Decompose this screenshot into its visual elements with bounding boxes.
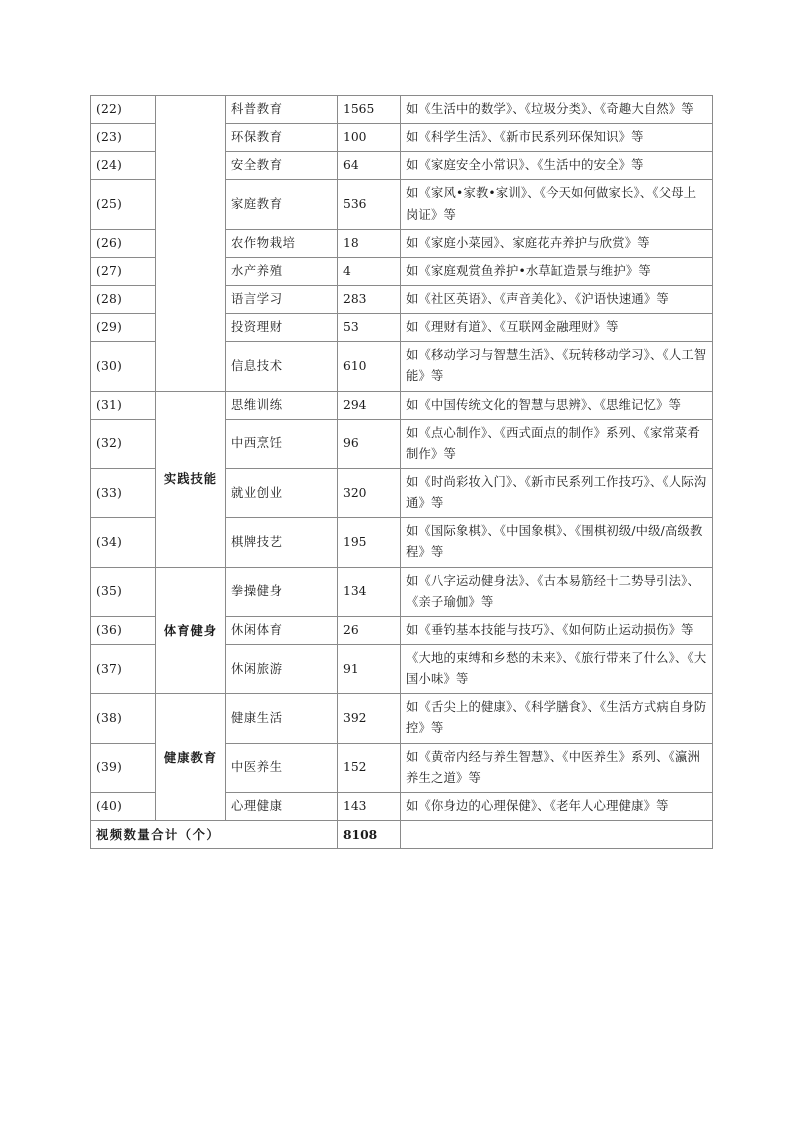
row-sequence: (31) — [91, 391, 156, 419]
table-row — [91, 96, 713, 124]
row-sequence: (38) — [91, 694, 156, 743]
row-description: 如《垂钓基本技能与技巧》、《如何防止运动损伤》等 — [401, 616, 713, 644]
row-sequence: (33) — [91, 468, 156, 517]
row-description: 如《点心制作》、《西式面点的制作》系列、《家常菜肴制作》等 — [401, 419, 713, 468]
category-label-health-education: 健康教育 — [156, 694, 226, 821]
row-count: 610 — [338, 342, 401, 391]
table-row — [91, 391, 713, 419]
row-subject: 语言学习 — [226, 285, 338, 313]
row-count: 18 — [338, 229, 401, 257]
row-count: 283 — [338, 285, 401, 313]
row-sequence: (35) — [91, 567, 156, 616]
row-subject: 水产养殖 — [226, 257, 338, 285]
row-description: 如《移动学习与智慧生活》、《玩转移动学习》、《人工智能》等 — [401, 342, 713, 391]
catalog-table-body — [91, 96, 713, 849]
row-description: 如《舌尖上的健康》、《科学膳食》、《生活方式病自身防控》等 — [401, 694, 713, 743]
row-sequence: (29) — [91, 314, 156, 342]
catalog-table-container — [90, 95, 712, 849]
row-subject: 家庭教育 — [226, 180, 338, 229]
row-count: 195 — [338, 518, 401, 567]
row-count: 91 — [338, 644, 401, 693]
row-count: 320 — [338, 468, 401, 517]
category-label-practical-skills: 实践技能 — [156, 391, 226, 567]
row-subject: 中医养生 — [226, 743, 338, 792]
row-subject: 信息技术 — [226, 342, 338, 391]
row-sequence: (30) — [91, 342, 156, 391]
row-description: 如《时尚彩妆入门》、《新市民系列工作技巧》、《人际沟通》等 — [401, 468, 713, 517]
row-count: 53 — [338, 314, 401, 342]
row-count: 152 — [338, 743, 401, 792]
row-count: 64 — [338, 152, 401, 180]
row-description: 如《中国传统文化的智慧与思辨》、《思维记忆》等 — [401, 391, 713, 419]
row-subject: 心理健康 — [226, 792, 338, 820]
total-row — [91, 820, 713, 848]
total-label: 视频数量合计（个） — [91, 820, 338, 848]
course-catalog-table — [90, 95, 713, 849]
total-count: 8108 — [338, 820, 401, 848]
row-subject: 健康生活 — [226, 694, 338, 743]
category-label-sports-fitness: 体育健身 — [156, 567, 226, 694]
row-sequence: (27) — [91, 257, 156, 285]
row-sequence: (28) — [91, 285, 156, 313]
table-row — [91, 567, 713, 616]
row-subject: 农作物栽培 — [226, 229, 338, 257]
row-subject: 棋牌技艺 — [226, 518, 338, 567]
row-description: 如《生活中的数学》、《垃圾分类》、《奇趣大自然》等 — [401, 96, 713, 124]
row-count: 100 — [338, 124, 401, 152]
row-count: 392 — [338, 694, 401, 743]
row-count: 4 — [338, 257, 401, 285]
row-description: 如《黄帝内经与养生智慧》、《中医养生》系列、《瀛洲养生之道》等 — [401, 743, 713, 792]
row-subject: 安全教育 — [226, 152, 338, 180]
row-subject: 科普教育 — [226, 96, 338, 124]
row-description: 如《社区英语》、《声音美化》、《沪语快速通》等 — [401, 285, 713, 313]
row-sequence: (34) — [91, 518, 156, 567]
row-description: 如《家庭小菜园》、家庭花卉养护与欣赏》等 — [401, 229, 713, 257]
row-count: 96 — [338, 419, 401, 468]
row-description: 如《家庭观赏鱼养护•水草缸造景与维护》等 — [401, 257, 713, 285]
row-count: 294 — [338, 391, 401, 419]
row-subject: 拳操健身 — [226, 567, 338, 616]
row-sequence: (26) — [91, 229, 156, 257]
row-description: 如《你身边的心理保健》、《老年人心理健康》等 — [401, 792, 713, 820]
total-description — [401, 820, 713, 848]
row-subject: 投资理财 — [226, 314, 338, 342]
row-sequence: (24) — [91, 152, 156, 180]
row-description: 如《理财有道》、《互联网金融理财》等 — [401, 314, 713, 342]
row-sequence: (39) — [91, 743, 156, 792]
row-subject: 就业创业 — [226, 468, 338, 517]
row-category-blank-top — [156, 96, 226, 392]
row-count: 1565 — [338, 96, 401, 124]
row-subject: 中西烹饪 — [226, 419, 338, 468]
row-sequence: (37) — [91, 644, 156, 693]
row-sequence: (32) — [91, 419, 156, 468]
row-subject: 思维训练 — [226, 391, 338, 419]
row-sequence: (23) — [91, 124, 156, 152]
row-subject: 环保教育 — [226, 124, 338, 152]
row-count: 143 — [338, 792, 401, 820]
row-description: 如《家庭安全小常识》、《生活中的安全》等 — [401, 152, 713, 180]
row-sequence: (40) — [91, 792, 156, 820]
row-description: 如《国际象棋》、《中国象棋》、《围棋初级/中级/高级教程》等 — [401, 518, 713, 567]
row-description: 如《家风•家教•家训》、《今天如何做家长》、《父母上岗证》等 — [401, 180, 713, 229]
row-subject: 休闲旅游 — [226, 644, 338, 693]
row-sequence: (25) — [91, 180, 156, 229]
row-sequence: (22) — [91, 96, 156, 124]
row-count: 134 — [338, 567, 401, 616]
row-subject: 休闲体育 — [226, 616, 338, 644]
row-description: 如《八字运动健身法》、《古本易筋经十二势导引法》、《亲子瑜伽》等 — [401, 567, 713, 616]
row-sequence: (36) — [91, 616, 156, 644]
row-count: 26 — [338, 616, 401, 644]
row-description: 《大地的束缚和乡愁的未来》、《旅行带来了什么》、《大国小味》等 — [401, 644, 713, 693]
table-row — [91, 694, 713, 743]
row-description: 如《科学生活》、《新市民系列环保知识》等 — [401, 124, 713, 152]
row-count: 536 — [338, 180, 401, 229]
